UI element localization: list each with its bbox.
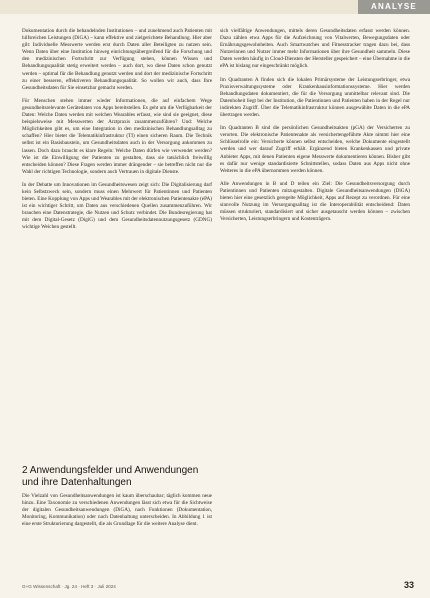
section-label: ANALYSE — [358, 0, 430, 14]
left-paragraph-3: In der Debatte um Innovationen im Gesundheitswesen zeigt sich: Die Digitalisierung darf kein Selbstzweck sein, sondern muss einen Mehrwert für Patientinnen und Patienten bieten. Eine Kopplung von Apps und Wearables mit der elektronischen Patientenakte (ePA) ist ein wichtiger Schritt, um Daten aus verschiedenen Quellen zusammenzuführen. Wir brauchen eine Datenstrategie, die Nutzen und Schutz verbindet. Die Bundesregierung hat mit dem Digital-Gesetz (DigiG) und dem Gesundheitsdatennutzungsgesetz (GDNG) wichtige Weichen gestellt. — [22, 181, 212, 231]
left-paragraph-1: Dokumentation durch die behandelnden Institutionen – und zunehmend auch Patienten mit hilfsreichen Leistungen (DiGA) – kann effektive und zielgerichtete Behandlung. Hier aber gilt: Individuelle Messwerte werden erst durch Daten aller Beteiligten zu nutzen sein. Wenn Daten über eine Institution hinweg einrichtungsübergreifend für die Forschung und den medizinischen Fortschritt zur Verfügung stehen, können Wissen und Behandlungsqualität stetig erweitert werden – auch dort, wo diese Daten schon genutzt werden – optimal für die Behandlung genutzt werden und dort der medizinische Fortschritt zu einer besseren, effektiveren Behandlungsqualität. So wollen wir auch, dass Ihre Gesundheitsdaten für Sie einsetzbar gemacht werden. — [22, 28, 212, 91]
right-paragraph-4: Alle Anwendungen in B und D teilen ein Ziel: Die Gesundheitsversorgung durch Patientinnen und Patienten mitzugestalten. Digitale Gesundheitsanwendungen (DiGA) bieten hier eine gesetzlich geregelte Möglichkeit, Apps auf Rezept zu verordnen. Für eine sinnvolle Nutzung im Versorgungsalltag ist die Interoperabilität entscheidend: Daten müssen strukturiert, standardisiert und sicher ausgetauscht werden können – zwischen Versicherten, Leistungserbringern und Kostenträgern. — [220, 180, 410, 223]
section-title: Anwendungsfelder und Anwendungen und ihre Datenhaltungen — [22, 465, 199, 488]
right-paragraph-2: Im Quadranten A finden sich die lokalen Primärsysteme der Leistungserbringer, etwa Praxisverwaltungssysteme oder Krankenhausinformationssysteme. Hier werden Behandlungsdaten dokumentiert, die für die Versorgung unmittelbar relevant sind. Die Datenhoheit liegt bei der Institution, die Patientinnen und Patienten haben in der Regel nur indirekten Zugriff. Über die Telematikinfrastruktur können ausgewählte Daten in die ePA übertragen werden. — [220, 76, 410, 119]
section-heading — [22, 465, 212, 489]
left-after-paragraph-1: Die Vielzahl von Gesundheitsanwendungen ist kaum überschaubar; täglich kommen neue hinzu. Eine Taxonomie zu verschiedenen Anwendungen lässt sich etwa für die Sichtweise der digitalen Gesundheitsanwendungen (DiGA), nach Funktionen (Dokumentation, Monitoring, Kommunikation) oder nach Datenhaltung unterscheiden. In Abbildung 1 ist eine erste Strukturierung dargestellt, die als Grundlage für die weitere Analyse dient. — [22, 493, 212, 528]
footer-citation: G+G Wissenschaft · Jg. 24 · Heft 3 · Juli 2024 — [22, 584, 116, 589]
left-column-after-heading — [22, 493, 212, 528]
right-paragraph-1: sich vielfältige Anwendungen, mittels deren Gesundheitsdaten erfasst werden können. Dazu zählen etwa Apps für die Aufzeichnung von Vitalwerten, Bewegungsdaten oder Ernährungsgewohnheiten. Auch Smartwatches und Fitnesstracker tragen dazu bei, dass Nutzerinnen und Nutzer immer mehr Informationen über ihre Gesundheit sammeln. Diese Daten werden häufig in Cloud-Diensten der Hersteller gespeichert – eine Übernahme in die ePA ist bislang nur eingeschränkt möglich. — [220, 28, 410, 70]
right-column — [220, 28, 410, 229]
right-paragraph-3: Im Quadranten B sind die persönlichen Gesundheitsakten (pGA) der Versicherten zu verorten. Die elektronische Patientenakte als versichertengeführte Akte nimmt hier eine Schlüsselrolle ein: Versicherte können selbst entscheiden, welche Dokumente eingestellt werden und wer darauf Zugriff erhält. Ergänzend bieten Krankenkassen und private Anbieter Apps, mit denen Patienten eigene Messwerte dokumentieren können. Bisher gibt es dafür nur wenige standardisierte Schnittstellen, sodass Daten aus Apps nicht ohne Weiteres in die ePA übernommen werden können. — [220, 125, 410, 174]
left-paragraph-2: Für Menschen stehen immer wieder Informationen, die auf einfachem Wege gesundheitsrelevante Gerätedaten von Apps bereitstellen. Es geht um die Verfügbarkeit der Daten: Welche Daten werden mit welchen Wearables erfasst, wie sind sie geeignet, diese beispielsweise mit Messwerten der Arztpraxis zusammenzuführen? Und: Welche Möglichkeiten gibt es, um eine Integration in den medizinischen Behandlungsalltag zu schaffen? Hier bietet die Telematikinfrastruktur (TI) einen sicheren Raum. Die Technik selbst ist ein Basisbaustein, um Gesundheitsdaten auch in der Versorgung ankommen zu lassen. Doch dazu braucht es klare Regeln: Welche Daten dürfen wie verwendet werden? Wie ist die Einwilligung der Patienten zu gestalten, dass sie tatsächlich freiwillig entscheiden können? Diese Fragen werden immer drängender – sie betreffen nicht nur die Wahl der richtigen Technologie, sondern auch Vertrauen in digitale Dienste. — [22, 97, 212, 175]
section-number: 2 — [22, 465, 28, 476]
left-column — [22, 28, 212, 238]
page-number: 33 — [403, 580, 414, 590]
